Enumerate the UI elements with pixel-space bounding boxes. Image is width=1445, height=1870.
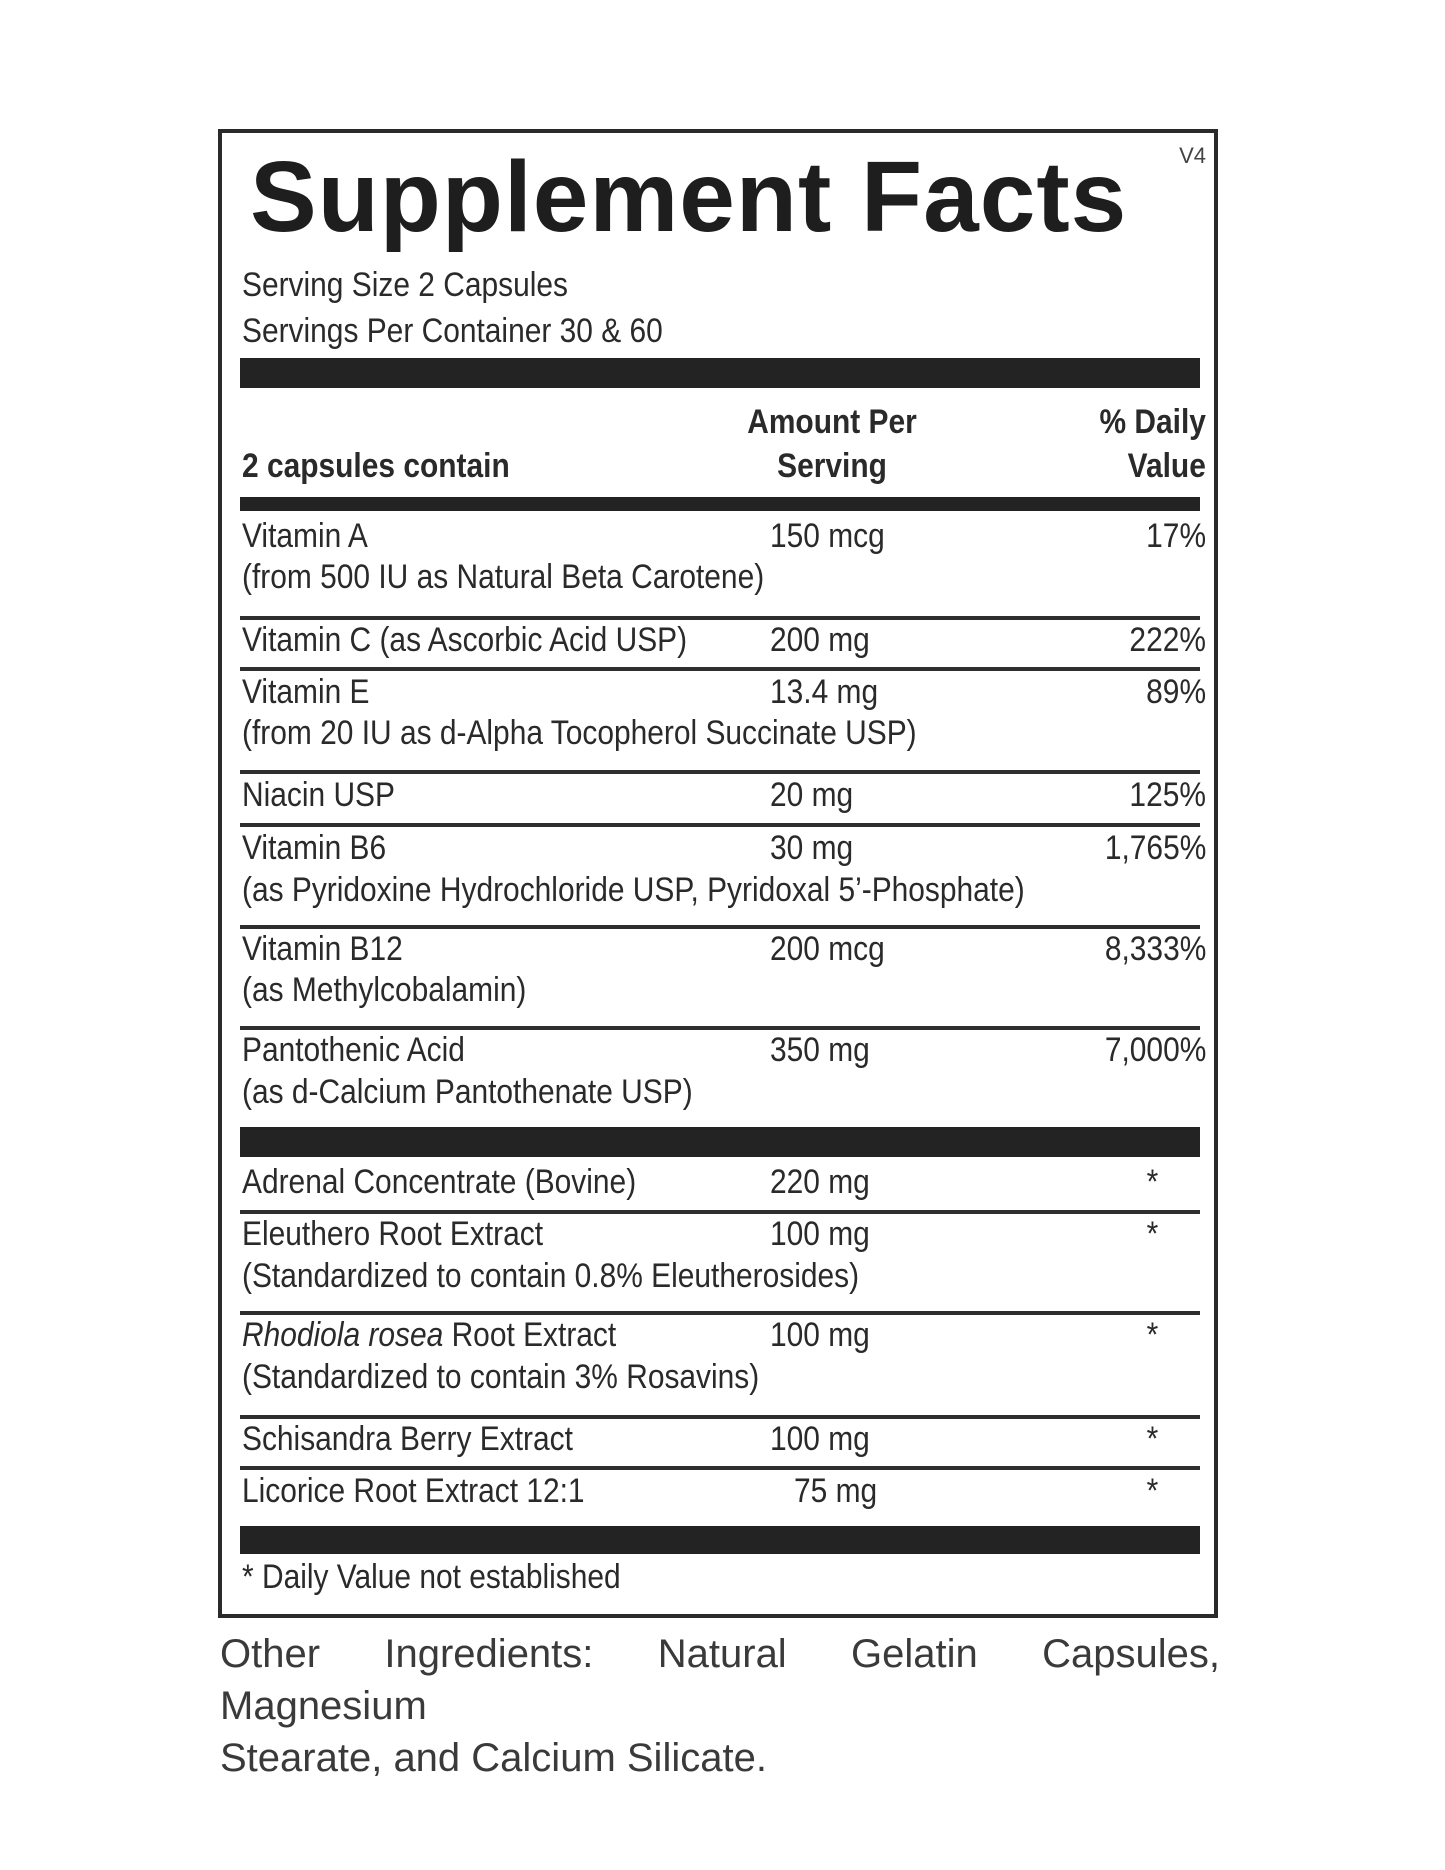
nutrient-name: Vitamin C (as Ascorbic Acid USP) — [242, 621, 688, 659]
row-divider — [240, 925, 1200, 929]
nutrient-source: (from 20 IU as d-Alpha Tocopherol Succinate USP) — [242, 714, 917, 752]
ingredient-amount: 100 mg — [770, 1420, 870, 1458]
ingredient-name: Licorice Root Extract 12:1 — [242, 1472, 585, 1510]
row-divider — [240, 1026, 1200, 1030]
nutrient-dv: 125% — [1129, 776, 1206, 814]
ingredient-name: Eleuthero Root Extract — [242, 1215, 544, 1253]
ingredient-name: Adrenal Concentrate (Bovine) — [242, 1163, 637, 1201]
ingredient-amount: 100 mg — [770, 1215, 870, 1253]
ingredient-dv: * — [1146, 1420, 1158, 1458]
nutrient-source: (as Methylcobalamin) — [242, 971, 527, 1009]
ingredient-amount: 220 mg — [770, 1163, 870, 1201]
ingredient-name — [242, 1316, 616, 1355]
other-ingredients-line2: Stearate, and Calcium Silicate. — [220, 1736, 767, 1780]
nutrient-dv: 7,000% — [1104, 1031, 1206, 1069]
nutrient-dv: 8,333% — [1104, 930, 1206, 968]
row-divider — [240, 1210, 1200, 1214]
nutrient-dv: 222% — [1129, 621, 1206, 659]
row-divider — [240, 616, 1200, 620]
ingredient-name-rest: Root Extract — [443, 1316, 617, 1354]
row-divider — [240, 823, 1200, 827]
ingredient-standardization: (Standardized to contain 0.8% Eleutherosides) — [242, 1257, 860, 1295]
nutrient-name: Vitamin E — [242, 673, 370, 711]
thick-divider-middle — [240, 1127, 1200, 1157]
other-ingredients — [220, 1628, 1220, 1784]
header-contains: 2 capsules contain — [242, 447, 510, 485]
nutrient-name: Niacin USP — [242, 776, 395, 814]
header-dv-line1: % Daily — [1099, 403, 1206, 441]
row-divider — [240, 770, 1200, 774]
ingredient-amount: 100 mg — [770, 1316, 870, 1354]
nutrient-name: Vitamin B6 — [242, 829, 387, 867]
other-ingredients-line1: Other Ingredients: Natural Gelatin Capsules, Magnesium — [220, 1632, 1220, 1728]
thick-divider-top — [240, 358, 1200, 388]
nutrient-amount: 13.4 mg — [770, 673, 879, 711]
version-label: V4 — [1179, 143, 1206, 168]
nutrient-dv: 17% — [1146, 517, 1206, 555]
nutrient-amount: 150 mcg — [770, 517, 885, 555]
servings-per-container: Servings Per Container 30 & 60 — [242, 312, 663, 350]
nutrient-amount: 200 mg — [770, 621, 870, 659]
ingredient-name-italic: Rhodiola rosea — [242, 1316, 444, 1354]
nutrient-amount: 200 mcg — [770, 930, 885, 968]
thick-divider-bottom — [240, 1526, 1200, 1554]
nutrient-dv: 89% — [1146, 673, 1206, 711]
nutrient-amount: 30 mg — [770, 829, 854, 867]
ingredient-name: Schisandra Berry Extract — [242, 1420, 573, 1458]
daily-value-footnote: * Daily Value not established — [242, 1558, 621, 1596]
header-amount-line2: Serving — [777, 447, 887, 485]
header-divider — [240, 497, 1200, 511]
nutrient-name: Pantothenic Acid — [242, 1031, 465, 1069]
header-dv-line2: Value — [1127, 447, 1206, 485]
row-divider — [240, 1415, 1200, 1419]
ingredient-standardization: (Standardized to contain 3% Rosavins) — [242, 1358, 760, 1396]
row-divider — [240, 667, 1200, 671]
nutrient-name: Vitamin B12 — [242, 930, 403, 968]
nutrient-source: (from 500 IU as Natural Beta Carotene) — [242, 558, 765, 596]
row-divider — [240, 1311, 1200, 1315]
nutrient-source: (as d-Calcium Pantothenate USP) — [242, 1073, 693, 1111]
ingredient-dv: * — [1146, 1472, 1158, 1510]
nutrient-amount: 20 mg — [770, 776, 854, 814]
nutrient-name: Vitamin A — [242, 517, 368, 555]
panel-title: Supplement Facts — [250, 141, 1128, 253]
ingredient-dv: * — [1146, 1316, 1158, 1354]
ingredient-dv: * — [1146, 1163, 1158, 1201]
serving-size: Serving Size 2 Capsules — [242, 266, 568, 304]
nutrient-amount: 350 mg — [770, 1031, 870, 1069]
row-divider — [240, 1466, 1200, 1470]
ingredient-dv: * — [1146, 1215, 1158, 1253]
header-amount-line1: Amount Per — [747, 403, 917, 441]
ingredient-amount: 75 mg — [794, 1472, 878, 1510]
supplement-facts-panel — [218, 129, 1218, 1618]
nutrient-source: (as Pyridoxine Hydrochloride USP, Pyridoxal 5’-Phosphate) — [242, 871, 1025, 909]
nutrient-dv: 1,765% — [1104, 829, 1206, 867]
